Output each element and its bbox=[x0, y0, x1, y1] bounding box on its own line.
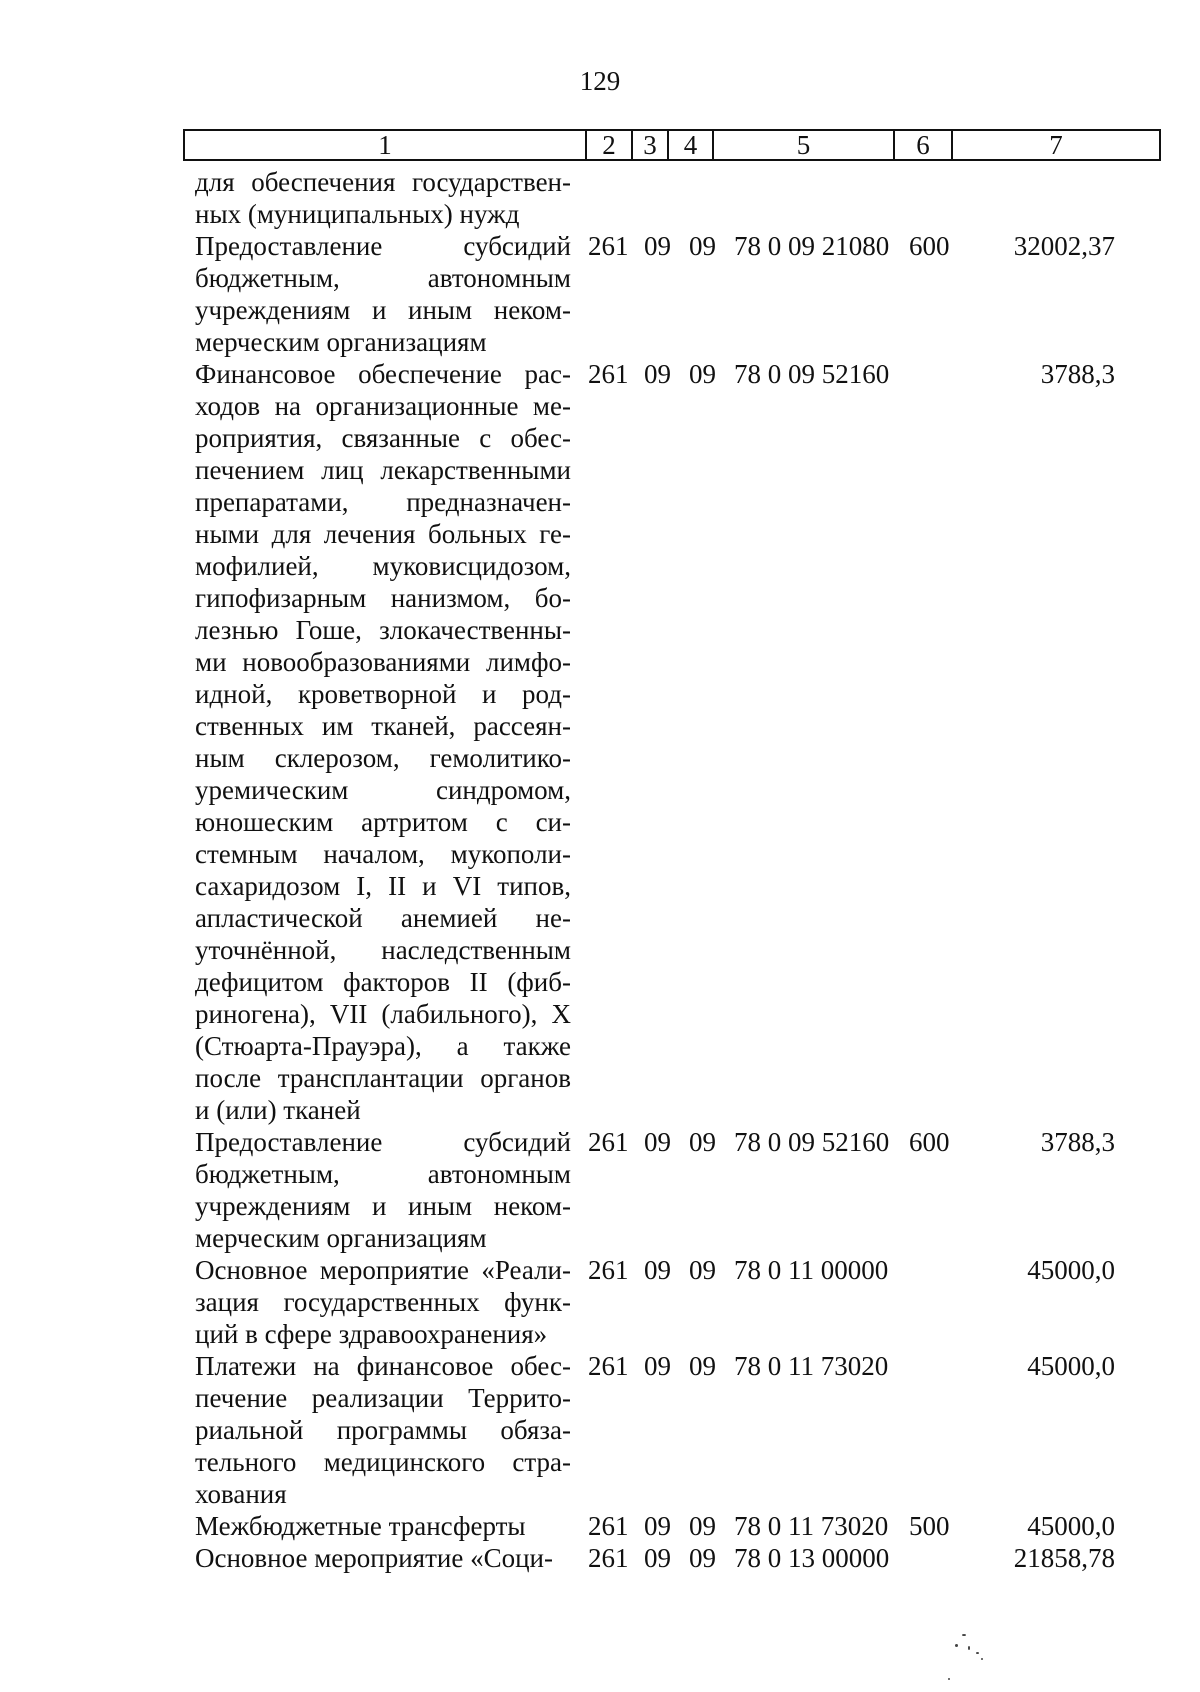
description-line: ходов на организационные ме- bbox=[195, 391, 571, 421]
cell-amount: 3788,3 bbox=[1040, 1127, 1115, 1157]
description-line: бюджетным, автономным bbox=[195, 1159, 571, 1189]
cell-subsection: 09 bbox=[689, 1511, 716, 1541]
cell-section: 09 bbox=[644, 359, 671, 389]
table-row bbox=[0, 1510, 1200, 1542]
description-line: ственных им тканей, рассеян- bbox=[195, 711, 571, 741]
cell-section: 09 bbox=[644, 1351, 671, 1381]
cell-ved: 261 bbox=[588, 1511, 629, 1541]
cell-target-article: 78 0 09 21080 bbox=[734, 231, 890, 261]
description-line: ций в сфере здравоохранения» bbox=[195, 1319, 548, 1349]
cell-section: 09 bbox=[644, 1255, 671, 1285]
header-col-2: 2 bbox=[587, 131, 633, 159]
description-line: Предоставление субсидий bbox=[195, 231, 571, 261]
row-description bbox=[195, 1126, 571, 1254]
description-line: зация государственных функ- bbox=[195, 1287, 571, 1317]
description-line: ным склерозом, гемолитико- bbox=[195, 743, 571, 773]
header-col-1: 1 bbox=[185, 131, 587, 159]
cell-amount: 45000,0 bbox=[1027, 1351, 1115, 1381]
cell-amount: 21858,78 bbox=[1013, 1543, 1115, 1573]
cell-ved: 261 bbox=[588, 359, 629, 389]
cell-target-article: 78 0 11 73020 bbox=[734, 1351, 889, 1381]
description-line: риальной программы обяза- bbox=[195, 1415, 571, 1445]
cell-target-article: 78 0 09 52160 bbox=[734, 359, 890, 389]
cell-target-article: 78 0 11 73020 bbox=[734, 1511, 889, 1541]
description-line: учреждениям и иным неком- bbox=[195, 1191, 571, 1221]
description-line: Основное мероприятие «Соци- bbox=[195, 1543, 553, 1573]
description-line: мерческим организациям bbox=[195, 327, 487, 357]
cell-amount: 45000,0 bbox=[1027, 1255, 1115, 1285]
header-col-6: 6 bbox=[895, 131, 953, 159]
table-row bbox=[0, 1254, 1200, 1350]
description-line: апластической анемией не- bbox=[195, 903, 571, 933]
description-line: тельного медицинского стра- bbox=[195, 1447, 571, 1477]
row-description bbox=[195, 1350, 571, 1510]
table-row bbox=[0, 1542, 1200, 1574]
scan-specks bbox=[950, 1628, 1010, 1683]
description-line: гипофизарным нанизмом, бо- bbox=[195, 583, 571, 613]
cell-subsection: 09 bbox=[689, 1255, 716, 1285]
row-description bbox=[195, 1254, 571, 1350]
description-line: Межбюджетные трансферты bbox=[195, 1511, 526, 1541]
description-line: сахаридозом I, II и VI типов, bbox=[195, 871, 571, 901]
description-line: мерческим организациям bbox=[195, 1223, 487, 1253]
cell-ved: 261 bbox=[588, 1127, 629, 1157]
header-col-5: 5 bbox=[714, 131, 895, 159]
table-row bbox=[0, 358, 1200, 1126]
header-col-3: 3 bbox=[633, 131, 669, 159]
description-line: (Стюарта-Прауэра), а также bbox=[195, 1031, 571, 1061]
row-description bbox=[195, 358, 571, 1126]
description-line: Основное мероприятие «Реали- bbox=[195, 1255, 571, 1285]
description-line: дефицитом факторов II (фиб- bbox=[195, 967, 571, 997]
description-line: риногена), VII (лабильного), X bbox=[195, 999, 571, 1029]
cell-target-article: 78 0 13 00000 bbox=[734, 1543, 890, 1573]
description-line: уточнённой, наследственным bbox=[195, 935, 571, 965]
header-col-4: 4 bbox=[669, 131, 714, 159]
cell-expense-type: 500 bbox=[909, 1511, 950, 1541]
description-line: бюджетным, автономным bbox=[195, 263, 571, 293]
description-line: лезнью Гоше, злокачественны- bbox=[195, 615, 571, 645]
cell-section: 09 bbox=[644, 1127, 671, 1157]
description-line: для обеспечения государствен- bbox=[195, 167, 571, 197]
cell-subsection: 09 bbox=[689, 1127, 716, 1157]
cell-section: 09 bbox=[644, 231, 671, 261]
cell-ved: 261 bbox=[588, 1543, 629, 1573]
description-line: печение реализации Террито- bbox=[195, 1383, 571, 1413]
description-line: после трансплантации органов bbox=[195, 1063, 571, 1093]
description-line: стемным началом, мукополи- bbox=[195, 839, 571, 869]
header-col-7: 7 bbox=[1049, 130, 1063, 160]
description-line: уремическим синдромом, bbox=[195, 775, 571, 805]
table-row bbox=[0, 1126, 1200, 1254]
description-line: Предоставление субсидий bbox=[195, 1127, 571, 1157]
description-line: Финансовое обеспечение рас- bbox=[195, 359, 571, 389]
description-line: Платежи на финансовое обес- bbox=[195, 1351, 571, 1381]
description-line: хования bbox=[195, 1479, 287, 1509]
description-line: идной, кроветворной и род- bbox=[195, 679, 571, 709]
cell-amount: 45000,0 bbox=[1027, 1511, 1115, 1541]
description-line: роприятия, связанные с обес- bbox=[195, 423, 571, 453]
description-line: ных (муниципальных) нужд bbox=[195, 199, 520, 229]
table-header bbox=[183, 129, 1161, 161]
description-line: учреждениям и иным неком- bbox=[195, 295, 571, 325]
description-line: ными для лечения больных ге- bbox=[195, 519, 571, 549]
description-line: и (или) тканей bbox=[195, 1095, 361, 1125]
row-description bbox=[195, 230, 571, 358]
table-row bbox=[0, 166, 1200, 230]
table-row bbox=[0, 230, 1200, 358]
cell-subsection: 09 bbox=[689, 359, 716, 389]
cell-subsection: 09 bbox=[689, 1351, 716, 1381]
description-line: препаратами, предназначен- bbox=[195, 487, 571, 517]
cell-subsection: 09 bbox=[689, 1543, 716, 1573]
table-body bbox=[0, 166, 1200, 1574]
cell-section: 09 bbox=[644, 1511, 671, 1541]
cell-ved: 261 bbox=[588, 231, 629, 261]
cell-ved: 261 bbox=[588, 1255, 629, 1285]
row-description bbox=[195, 1542, 571, 1574]
row-description bbox=[195, 1510, 571, 1542]
cell-ved: 261 bbox=[588, 1351, 629, 1381]
description-line: мофилией, муковисцидозом, bbox=[195, 551, 571, 581]
cell-expense-type: 600 bbox=[909, 231, 950, 261]
cell-target-article: 78 0 11 00000 bbox=[734, 1255, 889, 1285]
description-line: юношеским артритом с си- bbox=[195, 807, 571, 837]
cell-expense-type: 600 bbox=[909, 1127, 950, 1157]
table-row bbox=[0, 1350, 1200, 1510]
description-line: печением лиц лекарственными bbox=[195, 455, 571, 485]
cell-amount: 3788,3 bbox=[1040, 359, 1115, 389]
cell-target-article: 78 0 09 52160 bbox=[734, 1127, 890, 1157]
cell-subsection: 09 bbox=[689, 231, 716, 261]
cell-amount: 32002,37 bbox=[1013, 231, 1115, 261]
description-line: ми новообразованиями лимфо- bbox=[195, 647, 571, 677]
page-number: 129 bbox=[579, 66, 621, 96]
cell-section: 09 bbox=[644, 1543, 671, 1573]
row-description bbox=[195, 166, 571, 230]
